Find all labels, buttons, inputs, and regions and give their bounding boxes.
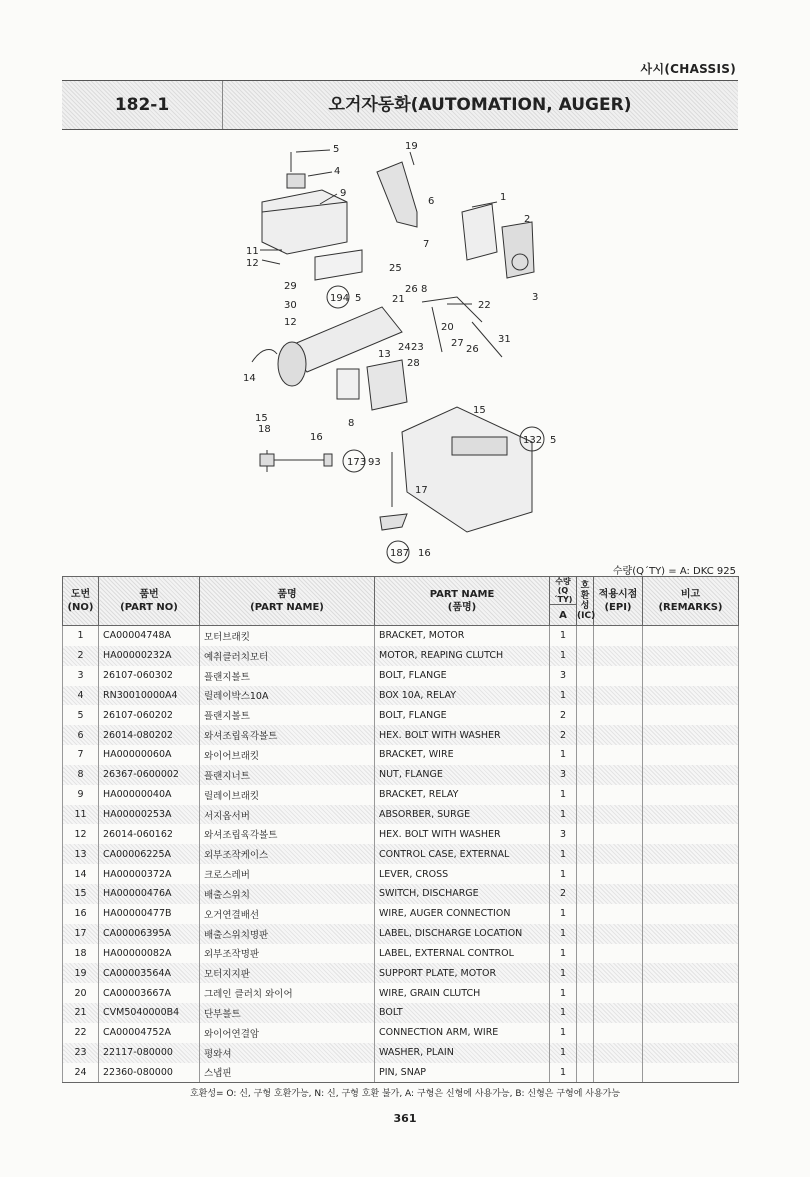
page-number: 361 [393, 1112, 417, 1125]
cell-name-kr: 그레인 클러치 와이어 [200, 983, 375, 1003]
cell-no: 19 [63, 963, 99, 983]
cell-name-kr: 스냅핀 [200, 1063, 375, 1083]
cell-name-en: SUPPORT PLATE, MOTOR [375, 963, 550, 983]
callout-20: 20 [441, 322, 454, 333]
cell-interchange [577, 1063, 594, 1083]
cell-part-no: HA00000476A [99, 884, 200, 904]
cell-interchange [577, 805, 594, 825]
cell-name-kr: 크로스레버 [200, 864, 375, 884]
cell-part-no: 22117-080000 [99, 1043, 200, 1063]
cell-part-no: CA00003564A [99, 963, 200, 983]
cell-name-en: BOLT, FLANGE [375, 705, 550, 725]
callout-23: 23 [411, 342, 424, 353]
cell-qty: 1 [550, 646, 577, 666]
motor-support-plate-shape [377, 162, 417, 227]
cell-interchange [577, 646, 594, 666]
cell-qty: 1 [550, 626, 577, 646]
col-header-qty-a: A [550, 605, 577, 626]
callout-31: 31 [498, 334, 511, 345]
cell-epi [594, 686, 643, 706]
parts-diagram-svg [62, 132, 738, 564]
cell-name-en: LEVER, CROSS [375, 864, 550, 884]
callout-29: 29 [284, 281, 297, 292]
cell-name-kr: 릴레이박스10A [200, 686, 375, 706]
cell-no: 4 [63, 686, 99, 706]
cell-epi [594, 864, 643, 884]
callout-8b: 8 [348, 418, 355, 429]
cell-remarks [643, 944, 739, 964]
cell-part-no: HA00000082A [99, 944, 200, 964]
control-case-shape [367, 360, 407, 410]
table-row [63, 844, 739, 864]
cell-interchange [577, 626, 594, 646]
parts-table-body [63, 626, 739, 1083]
cell-name-en: CONTROL CASE, EXTERNAL [375, 844, 550, 864]
cell-qty: 1 [550, 745, 577, 765]
col-header-remarks: 비고 (REMARKS) [643, 577, 739, 626]
callout-16: 16 [310, 432, 323, 443]
cell-qty: 1 [550, 904, 577, 924]
callout-15: 15 [255, 413, 268, 424]
table-row [63, 745, 739, 765]
cell-part-no: CA00003667A [99, 983, 200, 1003]
callout-15b: 15 [473, 405, 486, 416]
cell-remarks [643, 725, 739, 745]
cell-interchange [577, 785, 594, 805]
cell-epi [594, 824, 643, 844]
cell-part-no: CA00004748A [99, 626, 200, 646]
cell-epi [594, 626, 643, 646]
cell-no: 1 [63, 626, 99, 646]
cell-name-kr: 외부조작케이스 [200, 844, 375, 864]
cell-name-en: BRACKET, MOTOR [375, 626, 550, 646]
cell-no: 23 [63, 1043, 99, 1063]
cell-no: 17 [63, 924, 99, 944]
interchange-footnote: 호환성= O: 신, 구형 호환가능, N: 신, 구형 호환 불가, A: 구형은 신형에 사용가능, B: 신형은 구형에 사용가능 [189, 1089, 621, 1099]
cell-name-kr: 배출스위치 [200, 884, 375, 904]
cell-epi [594, 904, 643, 924]
callout-93: 93 [368, 457, 381, 468]
callout-12b: 12 [284, 317, 297, 328]
cell-epi [594, 666, 643, 686]
cell-interchange [577, 745, 594, 765]
callout-2: 2 [524, 214, 531, 225]
cell-part-no: HA00000232A [99, 646, 200, 666]
callout-9: 9 [340, 188, 347, 199]
cell-qty: 1 [550, 844, 577, 864]
cell-no: 8 [63, 765, 99, 785]
table-row [63, 1063, 739, 1083]
parts-table [62, 576, 739, 1083]
callout-3: 3 [532, 292, 539, 303]
cell-part-no: HA00000477B [99, 904, 200, 924]
cell-epi [594, 705, 643, 725]
table-row [63, 785, 739, 805]
callout-22: 22 [478, 300, 491, 311]
cell-remarks [643, 805, 739, 825]
table-row [63, 626, 739, 646]
cell-name-en: LABEL, EXTERNAL CONTROL [375, 944, 550, 964]
table-row [63, 1043, 739, 1063]
cell-part-no: HA00000372A [99, 864, 200, 884]
callout-21: 21 [392, 294, 405, 305]
cell-no: 24 [63, 1063, 99, 1083]
callout-12: 12 [246, 258, 259, 269]
cell-interchange [577, 824, 594, 844]
cell-remarks [643, 844, 739, 864]
cell-no: 6 [63, 725, 99, 745]
cell-name-en: HEX. BOLT WITH WASHER [375, 824, 550, 844]
table-row [63, 983, 739, 1003]
cell-epi [594, 1023, 643, 1043]
cell-name-kr: 배출스위치명판 [200, 924, 375, 944]
cell-name-en: MOTOR, REAPING CLUTCH [375, 646, 550, 666]
title-bar [62, 80, 738, 130]
cell-interchange [577, 904, 594, 924]
section-label: 사시(CHASSIS) [640, 62, 736, 76]
cell-no: 16 [63, 904, 99, 924]
cell-part-no: 22360-080000 [99, 1063, 200, 1083]
cell-interchange [577, 1023, 594, 1043]
cell-part-no: HA00000253A [99, 805, 200, 825]
cell-remarks [643, 904, 739, 924]
cell-remarks [643, 1063, 739, 1083]
col-header-qty: 수량 (Q´TY) [550, 577, 577, 605]
cell-interchange [577, 884, 594, 904]
cell-part-no: 26367-0600002 [99, 765, 200, 785]
cell-epi [594, 646, 643, 666]
cell-qty: 1 [550, 1003, 577, 1023]
cell-no: 11 [63, 805, 99, 825]
cell-no: 21 [63, 1003, 99, 1023]
table-row [63, 705, 739, 725]
motor-bracket-shape [462, 204, 497, 260]
callout-13: 13 [378, 349, 391, 360]
cell-epi [594, 805, 643, 825]
cell-no: 20 [63, 983, 99, 1003]
cell-interchange [577, 1043, 594, 1063]
cell-interchange [577, 705, 594, 725]
cell-no: 2 [63, 646, 99, 666]
cell-remarks [643, 785, 739, 805]
cell-no: 3 [63, 666, 99, 686]
cell-name-en: LABEL, DISCHARGE LOCATION [375, 924, 550, 944]
callout-17: 17 [415, 485, 428, 496]
cell-epi [594, 924, 643, 944]
cell-remarks [643, 1043, 739, 1063]
external-control-panel-shape [402, 407, 532, 532]
cell-part-no: HA00000060A [99, 745, 200, 765]
cell-interchange [577, 924, 594, 944]
cell-remarks [643, 666, 739, 686]
cell-epi [594, 765, 643, 785]
cell-interchange [577, 864, 594, 884]
cell-name-en: WIRE, GRAIN CLUTCH [375, 983, 550, 1003]
cell-interchange [577, 1003, 594, 1023]
cell-no: 12 [63, 824, 99, 844]
cell-epi [594, 983, 643, 1003]
cell-name-en: SWITCH, DISCHARGE [375, 884, 550, 904]
cell-name-kr: 와이어연결암 [200, 1023, 375, 1043]
cell-part-no: 26014-080202 [99, 725, 200, 745]
cell-epi [594, 944, 643, 964]
col-header-no: 도번 (NO) [63, 577, 99, 626]
cell-remarks [643, 745, 739, 765]
callout-26b: 26 [466, 344, 479, 355]
cell-qty: 1 [550, 924, 577, 944]
callout-14: 14 [243, 373, 256, 384]
cell-qty: 2 [550, 725, 577, 745]
relay-box-shape [262, 190, 347, 254]
callout-4: 4 [334, 166, 341, 177]
ref-number-187: 187 [390, 548, 410, 559]
cell-qty: 1 [550, 1043, 577, 1063]
table-row [63, 864, 739, 884]
table-row [63, 686, 739, 706]
table-row [63, 884, 739, 904]
cell-qty: 1 [550, 1063, 577, 1083]
cell-part-no: 26107-060202 [99, 705, 200, 725]
cell-part-no: HA00000040A [99, 785, 200, 805]
cell-part-no: CVM5040000B4 [99, 1003, 200, 1023]
cell-remarks [643, 1003, 739, 1023]
cell-remarks [643, 864, 739, 884]
cell-remarks [643, 646, 739, 666]
callout-1: 1 [500, 192, 507, 203]
table-row [63, 904, 739, 924]
cell-name-en: BOX 10A, RELAY [375, 686, 550, 706]
cell-qty: 1 [550, 864, 577, 884]
ref-number-173: 173 [347, 457, 367, 468]
table-row [63, 944, 739, 964]
cell-no: 9 [63, 785, 99, 805]
cell-name-kr: 와이어브래킷 [200, 745, 375, 765]
cell-no: 5 [63, 705, 99, 725]
cell-epi [594, 1003, 643, 1023]
figure-code: 182-1 [62, 81, 223, 129]
callout-11: 11 [246, 246, 259, 257]
cell-name-kr: 모터지지판 [200, 963, 375, 983]
cell-remarks [643, 626, 739, 646]
callout-19: 19 [405, 141, 418, 152]
cell-remarks [643, 924, 739, 944]
cell-name-en: HEX. BOLT WITH WASHER [375, 725, 550, 745]
cell-epi [594, 785, 643, 805]
callout-8: 8 [421, 284, 428, 295]
callout-30: 30 [284, 300, 297, 311]
cell-name-kr: 예취클러치모터 [200, 646, 375, 666]
cell-remarks [643, 1023, 739, 1043]
cell-remarks [643, 705, 739, 725]
cell-qty: 3 [550, 824, 577, 844]
cell-epi [594, 844, 643, 864]
cell-qty: 1 [550, 963, 577, 983]
cell-part-no: 26014-060162 [99, 824, 200, 844]
callout-24: 24 [398, 342, 411, 353]
col-header-epi: 적용시점 (EPI) [594, 577, 643, 626]
table-row [63, 963, 739, 983]
cell-interchange [577, 666, 594, 686]
cell-remarks [643, 686, 739, 706]
callout-27: 27 [451, 338, 464, 349]
cell-epi [594, 725, 643, 745]
cell-qty: 1 [550, 983, 577, 1003]
table-row [63, 725, 739, 745]
cell-qty: 3 [550, 666, 577, 686]
col-header-part-no: 품번 (PART NO) [99, 577, 200, 626]
table-row [63, 1003, 739, 1023]
cell-qty: 1 [550, 1023, 577, 1043]
cell-name-en: WASHER, PLAIN [375, 1043, 550, 1063]
cell-name-kr: 플랜지볼트 [200, 666, 375, 686]
cell-name-en: BRACKET, WIRE [375, 745, 550, 765]
cell-qty: 2 [550, 884, 577, 904]
cell-part-no: CA00004752A [99, 1023, 200, 1043]
cell-no: 15 [63, 884, 99, 904]
cell-name-en: BOLT [375, 1003, 550, 1023]
cell-remarks [643, 963, 739, 983]
callout-26: 26 [405, 284, 418, 295]
cell-interchange [577, 686, 594, 706]
cell-interchange [577, 983, 594, 1003]
callout-5c: 5 [355, 293, 362, 304]
cell-name-kr: 외부조작명판 [200, 944, 375, 964]
cell-no: 13 [63, 844, 99, 864]
cell-name-kr: 플랜지너트 [200, 765, 375, 785]
cell-qty: 1 [550, 785, 577, 805]
page-title: 오거자동화(AUTOMATION, AUGER) [328, 95, 632, 115]
cell-no: 14 [63, 864, 99, 884]
table-row [63, 924, 739, 944]
cell-epi [594, 745, 643, 765]
cell-name-kr: 단부볼트 [200, 1003, 375, 1023]
cell-name-en: PIN, SNAP [375, 1063, 550, 1083]
relay-bracket-shape [287, 174, 305, 188]
cell-name-en: BRACKET, RELAY [375, 785, 550, 805]
cell-name-en: NUT, FLANGE [375, 765, 550, 785]
cell-qty: 1 [550, 944, 577, 964]
cell-name-kr: 오거연결배선 [200, 904, 375, 924]
cell-name-kr: 릴레이브래킷 [200, 785, 375, 805]
col-header-part-name: 품명 (PART NAME) [200, 577, 375, 626]
cell-name-kr: 평와셔 [200, 1043, 375, 1063]
cell-qty: 3 [550, 765, 577, 785]
cell-name-kr: 플랜지볼트 [200, 705, 375, 725]
cell-name-en: BOLT, FLANGE [375, 666, 550, 686]
ref-number-194: 194 [330, 293, 350, 304]
cell-name-kr: 서지옵서버 [200, 805, 375, 825]
cell-epi [594, 884, 643, 904]
cell-interchange [577, 963, 594, 983]
cell-name-kr: 모터브래킷 [200, 626, 375, 646]
ref-number-132: 132 [523, 435, 543, 446]
callout-5b: 5 [550, 435, 557, 446]
cell-qty: 1 [550, 686, 577, 706]
cell-name-en: WIRE, AUGER CONNECTION [375, 904, 550, 924]
cell-no: 22 [63, 1023, 99, 1043]
exploded-parts-diagram [62, 132, 738, 564]
control-label-shape [315, 250, 362, 280]
cell-name-kr: 와셔조립육각볼트 [200, 725, 375, 745]
callout-25: 25 [389, 263, 402, 274]
cell-qty: 2 [550, 705, 577, 725]
callout-16b: 16 [418, 548, 431, 559]
cell-remarks [643, 884, 739, 904]
cell-epi [594, 1063, 643, 1083]
cell-epi [594, 1043, 643, 1063]
cell-part-no: 26107-060302 [99, 666, 200, 686]
callout-7: 7 [423, 239, 430, 250]
cell-interchange [577, 725, 594, 745]
callout-28: 28 [407, 358, 420, 369]
callout-5: 5 [333, 144, 340, 155]
table-row [63, 646, 739, 666]
cell-name-en: ABSORBER, SURGE [375, 805, 550, 825]
cell-part-no: CA00006395A [99, 924, 200, 944]
callout-6: 6 [428, 196, 435, 207]
table-row [63, 805, 739, 825]
table-row [63, 1023, 739, 1043]
cell-interchange [577, 844, 594, 864]
table-row [63, 765, 739, 785]
cell-qty: 1 [550, 805, 577, 825]
table-row [63, 824, 739, 844]
cell-interchange [577, 944, 594, 964]
quantity-note: 수량(Q´TY) = A: DKC 925 [612, 566, 736, 577]
cell-epi [594, 963, 643, 983]
cell-interchange [577, 765, 594, 785]
cell-remarks [643, 824, 739, 844]
cell-name-kr: 와셔조립육각볼트 [200, 824, 375, 844]
cell-remarks [643, 765, 739, 785]
cell-no: 7 [63, 745, 99, 765]
cell-no: 18 [63, 944, 99, 964]
col-header-interchange: 호 환 성 (IC) [577, 577, 594, 626]
cell-part-no: RN30010000A4 [99, 686, 200, 706]
cell-part-no: CA00006225A [99, 844, 200, 864]
cell-name-en: CONNECTION ARM, WIRE [375, 1023, 550, 1043]
callout-18: 18 [258, 424, 271, 435]
cell-remarks [643, 983, 739, 1003]
table-row [63, 666, 739, 686]
col-header-part-name-en: PART NAME (품명) [375, 577, 550, 626]
